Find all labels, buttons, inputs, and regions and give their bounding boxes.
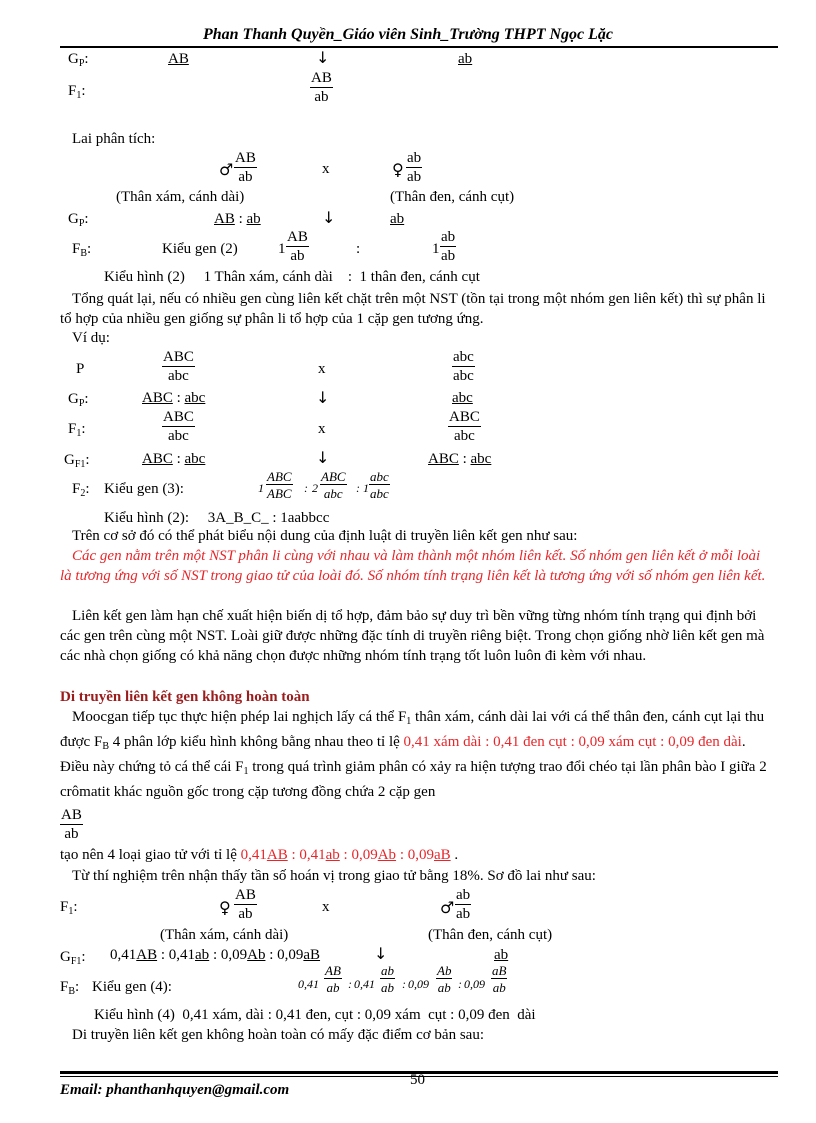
right-phenotype: (Thân đen, cánh cụt)	[390, 189, 515, 205]
f1-label-1: $F_1$:	[68, 83, 86, 101]
header-rule	[60, 46, 778, 48]
footer-email: Email: phanthanhquyen@gmail.com	[60, 1082, 290, 1098]
gp-row-3: $G_P$:	[68, 391, 89, 409]
p-left-genotype: ABC abc	[163, 349, 194, 384]
f1-label-4: $F_1$:	[60, 899, 78, 917]
general-paragraph: Tổng quát lại, nếu có nhiều gen cùng liên kết chặt trên một NST (tồn tại trong một nhóm gen liên kết) thì sự phân li tổ hợp của nhiều gen giống sự phân li tổ hợp của 1 cặp gen tương ứng.	[60, 291, 766, 327]
example-label: Ví dụ:	[72, 330, 110, 346]
section-heading: Di truyền liên kết gen không hoàn toàn	[60, 689, 310, 705]
right-phenotype: (Thân đen, cánh cụt)	[428, 927, 553, 943]
genotype-label-2: Kiểu gen (2)	[162, 241, 238, 257]
down-arrow-icon: ↓	[316, 388, 330, 407]
gamete-AB: AB	[168, 51, 189, 67]
gametes-left: ABC : abc	[142, 390, 206, 406]
gamete-ratio-line: tạo nên 4 loại giao tử với tỉ lệ 0,41AB : 0,41ab : 0,09Ab : 0,09aB .	[60, 847, 459, 863]
p-label: P	[76, 361, 85, 377]
f1-label-3: $F_1$:	[68, 421, 86, 439]
female-symbol-icon: ♀	[392, 160, 404, 179]
f1-left-genotype: ABC abc	[163, 409, 194, 444]
features-intro: Di truyền liên kết gen không hoàn toàn có mấy đặc điểm cơ bản sau:	[72, 1027, 484, 1043]
incomplete-paragraph: Moocgan tiếp tục thực hiện phép lai nghịch lấy cá thể $F_1$ thân xám, cánh dài lai với cá thể thân đen, cánh cụt lại thu được $F_B$ 4 phân lớp kiểu hình không bằng nhau theo tỉ lệ 0,41 xám dài : 0,41 đen cụt : 0,09 xám cụt : 0,09 đen dài. Điều này chứng tỏ cá thể cái $F_1$ trong quá trình giảm phân có xảy ra hiện tượng trao đổi chéo tại lần phân bào I giữa 2 crômatit khác nguồn gốc trong cặp tương đồng chứa 2 cặp gen	[60, 709, 767, 800]
gp-row-1: $G_P$:	[68, 51, 89, 69]
down-arrow-icon: ↓	[374, 944, 388, 963]
gamete-right: abc	[452, 390, 473, 406]
gametes-left: AB : ab	[214, 211, 261, 227]
genotype-ab-ab: $\frac{ab}{ab}$	[441, 229, 456, 264]
page-number: 50	[410, 1072, 425, 1088]
down-arrow-icon: ↓	[316, 48, 330, 67]
female-symbol-icon: ♀	[219, 898, 231, 917]
cross-x: x	[318, 421, 326, 437]
coef: 1	[278, 241, 286, 257]
gf1-gametes: 0,41AB : 0,41ab : 0,09Ab : 0,09aB	[110, 947, 321, 963]
frequency-paragraph: Từ thí nghiệm trên nhận thấy tần số hoán vị trong giao tử bằng 18%. Sơ đồ lai như sau:	[72, 868, 596, 884]
gf1-right: ab	[494, 947, 509, 963]
left-phenotype: (Thân xám, cánh dài)	[160, 927, 289, 943]
gamete-ab: ab	[458, 51, 473, 67]
male-symbol-icon: ♂	[440, 898, 455, 917]
down-arrow-icon: ↓	[316, 448, 330, 467]
male-symbol-icon: ♂	[219, 160, 234, 179]
cross-x: x	[322, 899, 330, 915]
phenotype-2: Kiểu hình (2) 1 Thân xám, cánh dài : 1 thân đen, cánh cụt	[104, 269, 480, 285]
fb-label-4: $F_B$:	[60, 979, 80, 997]
law-significance: Liên kết gen làm hạn chế xuất hiện biến dị tổ hợp, đảm bảo sự duy trì bền vững từng nhóm tính trạng qui định bởi các gen trên cùng một NST. Loài giữ được những đặc tính di truyền riêng biệt. Trong chọn giống nhờ liên kết gen mà các nhà chọn giống có khả năng chọn được những nhóm tính trạng tốt luôn luôn đi kèm với nhau.	[60, 608, 765, 664]
female-genotype: $\frac{AB}{ab}$	[235, 887, 256, 922]
gf1-gametes-right: ABC : abc	[428, 451, 492, 467]
coef: 1	[432, 241, 440, 257]
gamete-right: ab	[390, 211, 405, 227]
left-phenotype: (Thân xám, cánh dài)	[116, 189, 245, 205]
gf1-gametes-left: ABC : abc	[142, 451, 206, 467]
fb-label-1: $F_B$:	[72, 241, 92, 259]
p-right-genotype: abc abc	[453, 349, 474, 384]
male-genotype: $\frac{AB}{ab}$	[235, 150, 256, 185]
cross-x: x	[318, 361, 326, 377]
law-intro: Trên cơ sở đó có thể phát biểu nội dung của định luật di truyền liên kết gen như sau:	[72, 528, 578, 544]
gene-pair: $\frac{AB}{ab}$	[61, 807, 82, 842]
ratio-colon: :	[356, 241, 361, 257]
phenotype-4: Kiểu hình (4) 0,41 xám, dài : 0,41 đen, cụt : 0,09 xám cụt : 0,09 đen dài	[94, 1007, 536, 1023]
gf1-row-4: $G_{F1}$:	[60, 949, 86, 967]
female-genotype: $\frac{ab}{ab}$	[407, 150, 422, 185]
down-arrow-icon: ↓	[322, 208, 336, 227]
f1-right-genotype: ABC abc	[449, 409, 480, 444]
genotype-label-4: Kiểu gen (4):	[92, 979, 172, 995]
page-header: Phan Thanh Quyền_Giáo viên Sinh_Trường THPT Ngọc Lặc	[202, 26, 614, 43]
genotype-AB-ab: $\frac{AB}{ab}$	[287, 229, 308, 264]
gf1-row-3: $G_{F1}$:	[64, 452, 90, 470]
gp-row-2: $G_P$:	[68, 211, 89, 229]
f1-genotype: $\frac{AB}{ab}$	[311, 70, 332, 105]
genotype-label-3: Kiểu gen (3):	[104, 481, 184, 497]
cross-x: x	[322, 161, 330, 177]
phenotype-3: Kiểu hình (2): 3A_B_C_ : 1aabbcc	[104, 510, 330, 526]
f2-label: $F_2$:	[72, 481, 90, 499]
testcross-title: Lai phân tích:	[72, 131, 156, 147]
male-genotype: $\frac{ab}{ab}$	[456, 887, 471, 922]
law-statement: Các gen nằm trên một NST phân li cùng với nhau và làm thành một nhóm liên kết. Số nhóm gen liên kết ở mỗi loài là tương ứng với số NST trong giao tử của loài đó. Số nhóm tính trạng liên kết là tương ứng với số nhóm gen liên kết.	[60, 548, 766, 584]
